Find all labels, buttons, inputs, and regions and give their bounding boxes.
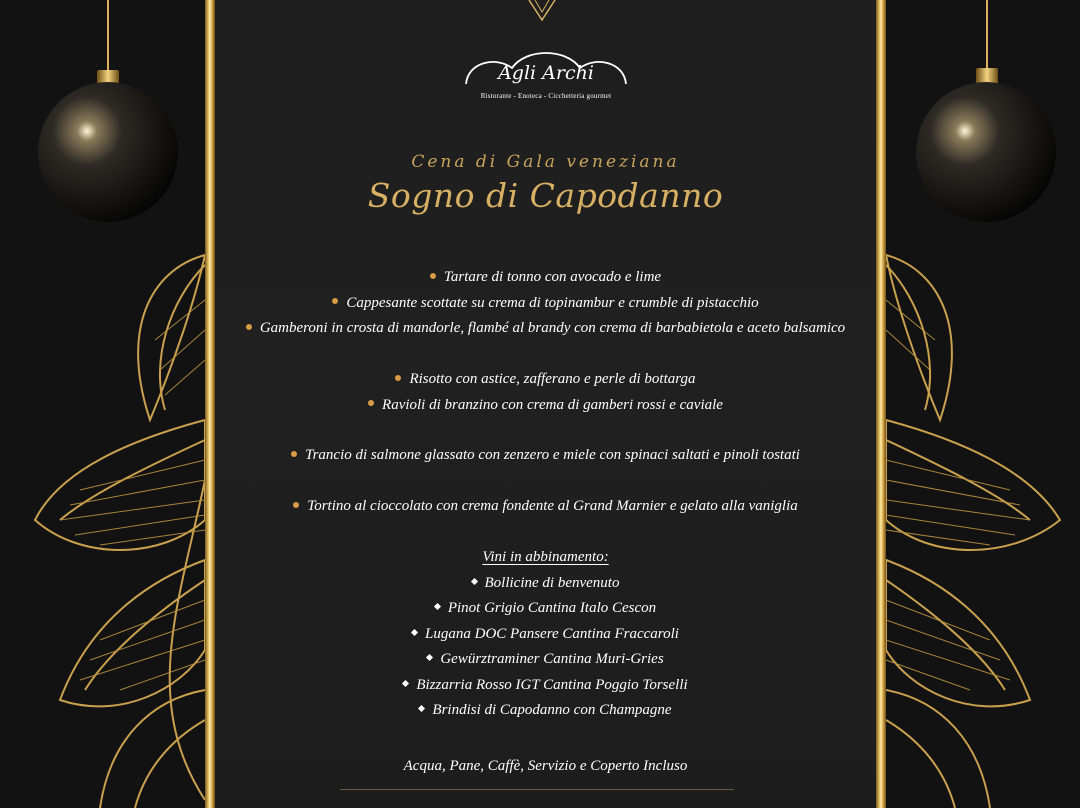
gold-border-left xyxy=(205,0,215,808)
bullet-icon xyxy=(293,502,299,508)
footer-divider xyxy=(340,789,734,790)
list-item: Lugana DOC Pansere Cantina Fraccaroli xyxy=(216,622,875,648)
brand-tagline: Ristorante - Enoteca - Cicchetteria gourmet xyxy=(480,92,612,100)
diamond-ornament-icon xyxy=(527,0,557,22)
course-primi xyxy=(216,367,875,418)
list-item: Cappesante scottate su crema di topinambur e crumble di pistacchio xyxy=(216,291,875,317)
course-antipasti xyxy=(216,265,875,342)
bullet-icon xyxy=(430,273,436,279)
christmas-ornament-right-icon xyxy=(916,0,1056,222)
bullet-icon xyxy=(395,375,401,381)
wine-heading: Vini in abbinamento: xyxy=(482,549,609,565)
list-item: Bollicine di benvenuto xyxy=(216,571,875,597)
diamond-bullet-icon xyxy=(411,629,418,636)
mandala-right-icon xyxy=(886,255,1060,808)
list-item: Trancio di salmone glassato con zenzero e miele con spinaci saltati e pinoli tostati xyxy=(216,443,875,469)
wine-pairing xyxy=(216,545,875,724)
mandala-left-icon xyxy=(35,255,205,808)
footer xyxy=(216,754,875,780)
list-item: Bizzarria Rosso IGT Cantina Poggio Torselli xyxy=(216,673,875,699)
list-item: Ravioli di branzino con crema di gamberi rossi e caviale xyxy=(216,393,875,419)
list-item: Pinot Grigio Cantina Italo Cescon xyxy=(216,596,875,622)
bullet-icon xyxy=(332,298,338,304)
menu-title: Sogno di Capodanno xyxy=(367,176,724,215)
diamond-bullet-icon xyxy=(426,654,433,661)
bullet-icon xyxy=(291,451,297,457)
list-item: Risotto con astice, zafferano e perle di bottarga xyxy=(216,367,875,393)
bullet-icon xyxy=(368,400,374,406)
course-secondi xyxy=(216,443,875,469)
bullet-icon xyxy=(246,324,252,330)
list-item: Tortino al cioccolato con crema fondente al Grand Marnier e gelato alla vaniglia xyxy=(216,494,875,520)
diamond-bullet-icon xyxy=(470,578,477,585)
diamond-bullet-icon xyxy=(402,680,409,687)
course-dolci xyxy=(216,494,875,520)
gold-border-right xyxy=(876,0,886,808)
diamond-bullet-icon xyxy=(418,705,425,712)
included-note: Acqua, Pane, Caffè, Servizio e Coperto Incluso xyxy=(403,758,688,774)
list-item: Tartare di tonno con avocado e lime xyxy=(216,265,875,291)
list-item: Gamberoni in crosta di mandorle, flambé al brandy con crema di barbabietola e aceto balsamico xyxy=(216,316,875,342)
diamond-bullet-icon xyxy=(434,603,441,610)
list-item: Brindisi di Capodanno con Champagne xyxy=(216,698,875,724)
menu-subtitle: Cena di Gala veneziana xyxy=(411,152,680,172)
brand-name: Agli Archi xyxy=(498,62,594,84)
brand-logo xyxy=(456,48,636,118)
christmas-ornament-left-icon xyxy=(38,0,178,222)
list-item: Gewürztraminer Cantina Muri-Gries xyxy=(216,647,875,673)
